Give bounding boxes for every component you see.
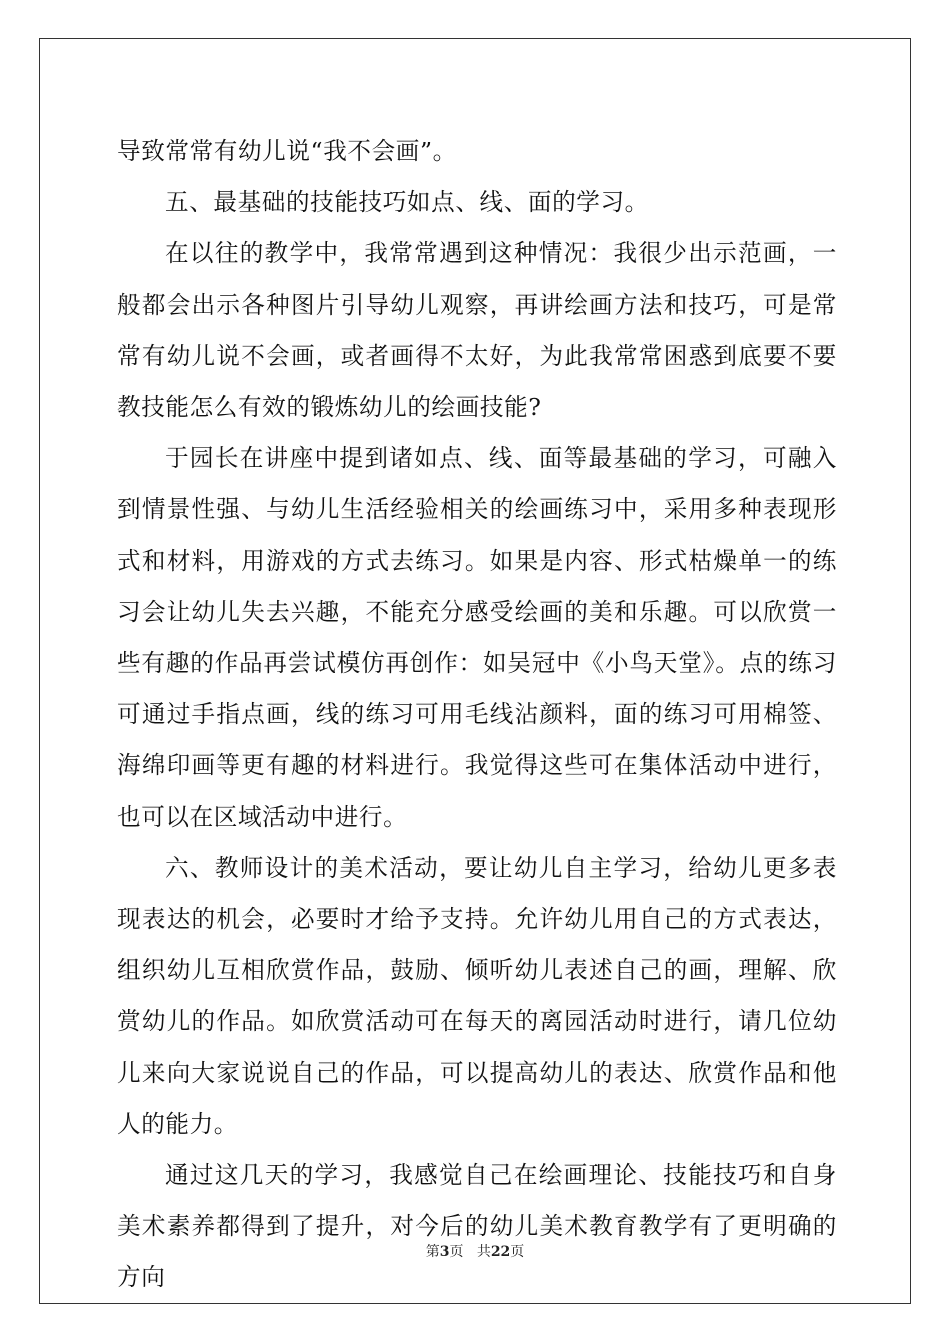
paragraph-1: 导致常常有幼儿说“我不会画”。 <box>117 137 457 165</box>
document-body <box>117 126 837 1304</box>
page-footer <box>0 1242 950 1262</box>
page-number: 3 <box>439 1244 450 1260</box>
paragraph-5: 六、教师设计的美术活动，要让幼儿自主学习，给幼儿更多表现表达的机会，必要时才给予支持。允许幼儿用自己的方式表达，组织幼儿互相欣赏作品，鼓励、倾听幼儿表述自己的画，理解、欣赏幼儿的作品。如欣赏活动可在每天的离园活动时进行，请几位幼儿来向大家说说自己的作品，可以提高幼儿的表达、欣赏作品和他人的能力。 <box>117 853 837 1138</box>
paragraph-4: 于园长在讲座中提到诸如点、线、面等最基础的学习，可融入到情景性强、与幼儿生活经验相关的绘画练习中，采用多种表现形式和材料，用游戏的方式去练习。如果是内容、形式枯燥单一的练习会让幼儿失去兴趣，不能充分感受绘画的美和乐趣。可以欣赏一些有趣的作品再尝试模仿再创作：如吴冠中《小鸟天堂》。点的练习可通过手指点画，线的练习可用毛线沾颜料，面的练习可用棉签、海绵印画等更有趣的材料进行。我觉得这些可在集体活动中进行，也可以在区域活动中进行。 <box>117 444 837 831</box>
total-prefix: 共 <box>476 1244 491 1260</box>
total-suffix: 页 <box>510 1244 525 1260</box>
paragraph-2: 五、最基础的技能技巧如点、线、面的学习。 <box>165 188 649 217</box>
total-pages: 22 <box>490 1244 511 1260</box>
page-suffix: 页 <box>449 1244 464 1260</box>
paragraph-6: 通过这几天的学习，我感觉自己在绘画理论、技能技巧和自身美术素养都得到了提升，对今后的幼儿美术教育教学有了更明确的方向 <box>117 1161 837 1292</box>
paragraph-3: 在以往的教学中，我常常遇到这种情况：我很少出示范画，一般都会出示各种图片引导幼儿观察，再讲绘画方法和技巧，可是常常有幼儿说不会画，或者画得不太好，为此我常常困惑到底要不要教技能怎么有效的锻炼幼儿的绘画技能? <box>117 239 837 422</box>
page-prefix: 第 <box>425 1244 440 1260</box>
